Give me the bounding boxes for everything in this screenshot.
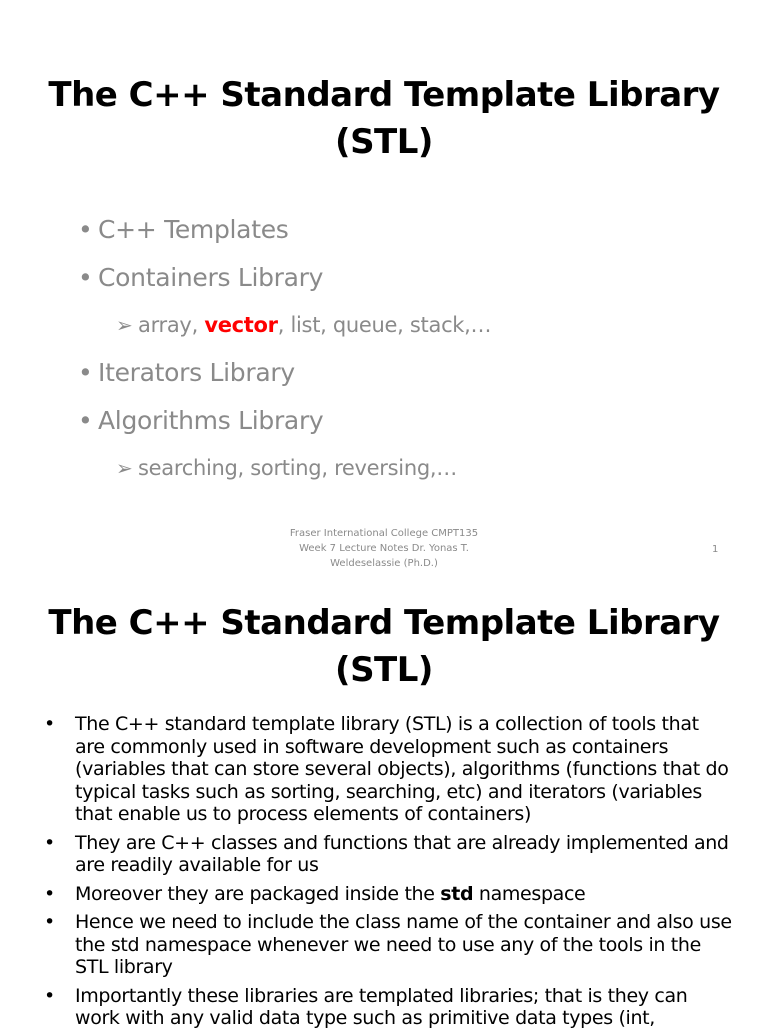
list-item [78,210,491,258]
bullet-icon: • [78,358,93,387]
slide-2 [0,580,768,1029]
bold-keyword: std [440,882,474,905]
bullet-icon: • [44,882,55,905]
item-text: Algorithms Library [98,406,324,435]
footer-line: Week 7 Lecture Notes Dr. Yonas T. [299,543,469,554]
item-text: Importantly these libraries are templated libraries; that is they can work with any valid data type such as primitive data types (int, [75,984,688,1029]
bullet-icon: • [44,713,55,735]
bullet-icon: • [78,263,93,292]
list-item [44,883,734,906]
item-text: C++ Templates [98,215,289,244]
sub-list-item [78,306,491,353]
list-item [78,401,491,449]
title-line-1: The C++ Standard Template Library [48,603,720,643]
bullet-list [44,713,734,1036]
slide-footer [0,526,768,571]
footer-line: Weldeselassie (Ph.D.) [330,558,438,569]
topic-list [78,210,491,496]
list-item [44,832,734,877]
item-text: Hence we need to include the class name of the container and also use the std namespace whenever we need to use any of the tools in the STL library [75,911,732,978]
item-text: Containers Library [98,263,324,292]
bullet-icon: • [44,911,55,933]
item-text: Iterators Library [98,358,295,387]
sub-item-text: searching, sorting, reversing,… [138,456,457,480]
item-text: namespace [473,882,586,905]
item-text: They are C++ classes and functions that are already implemented and are readily available for us [75,831,729,876]
list-item [78,353,491,401]
arrow-bullet-icon: ➢ [116,313,133,337]
title-line-1: The C++ Standard Template Library [48,75,720,115]
title-line-2: (STL) [335,650,433,690]
arrow-bullet-icon: ➢ [116,456,133,480]
bullet-icon: • [44,984,55,1007]
bullet-icon: • [78,406,93,435]
title-line-2: (STL) [335,122,433,162]
footer-line: Fraser International College CMPT135 [289,528,479,539]
slide-title [0,600,768,694]
sub-list-item [78,449,491,496]
bullet-icon: • [78,215,93,244]
item-text: The C++ standard template library (STL) is a collection of tools that are commonly used in software development such as containers (variables that can store several objects), algorithms (functions that do typical tasks such as sorting, searching, etc) and iterators (variables that enable us to process elements of containers) [75,713,729,825]
sub-item-text: array, [138,313,205,337]
list-item [44,985,734,1030]
list-item [44,713,734,826]
sub-item-text: , list, queue, stack,… [277,313,492,337]
item-text: Moreover they are packaged inside the [75,882,441,905]
page-number: 1 [712,544,719,555]
list-item [44,911,734,979]
list-item [78,258,491,306]
highlighted-keyword: vector [204,313,278,337]
slide-title [0,72,768,166]
bullet-icon: • [44,831,55,854]
